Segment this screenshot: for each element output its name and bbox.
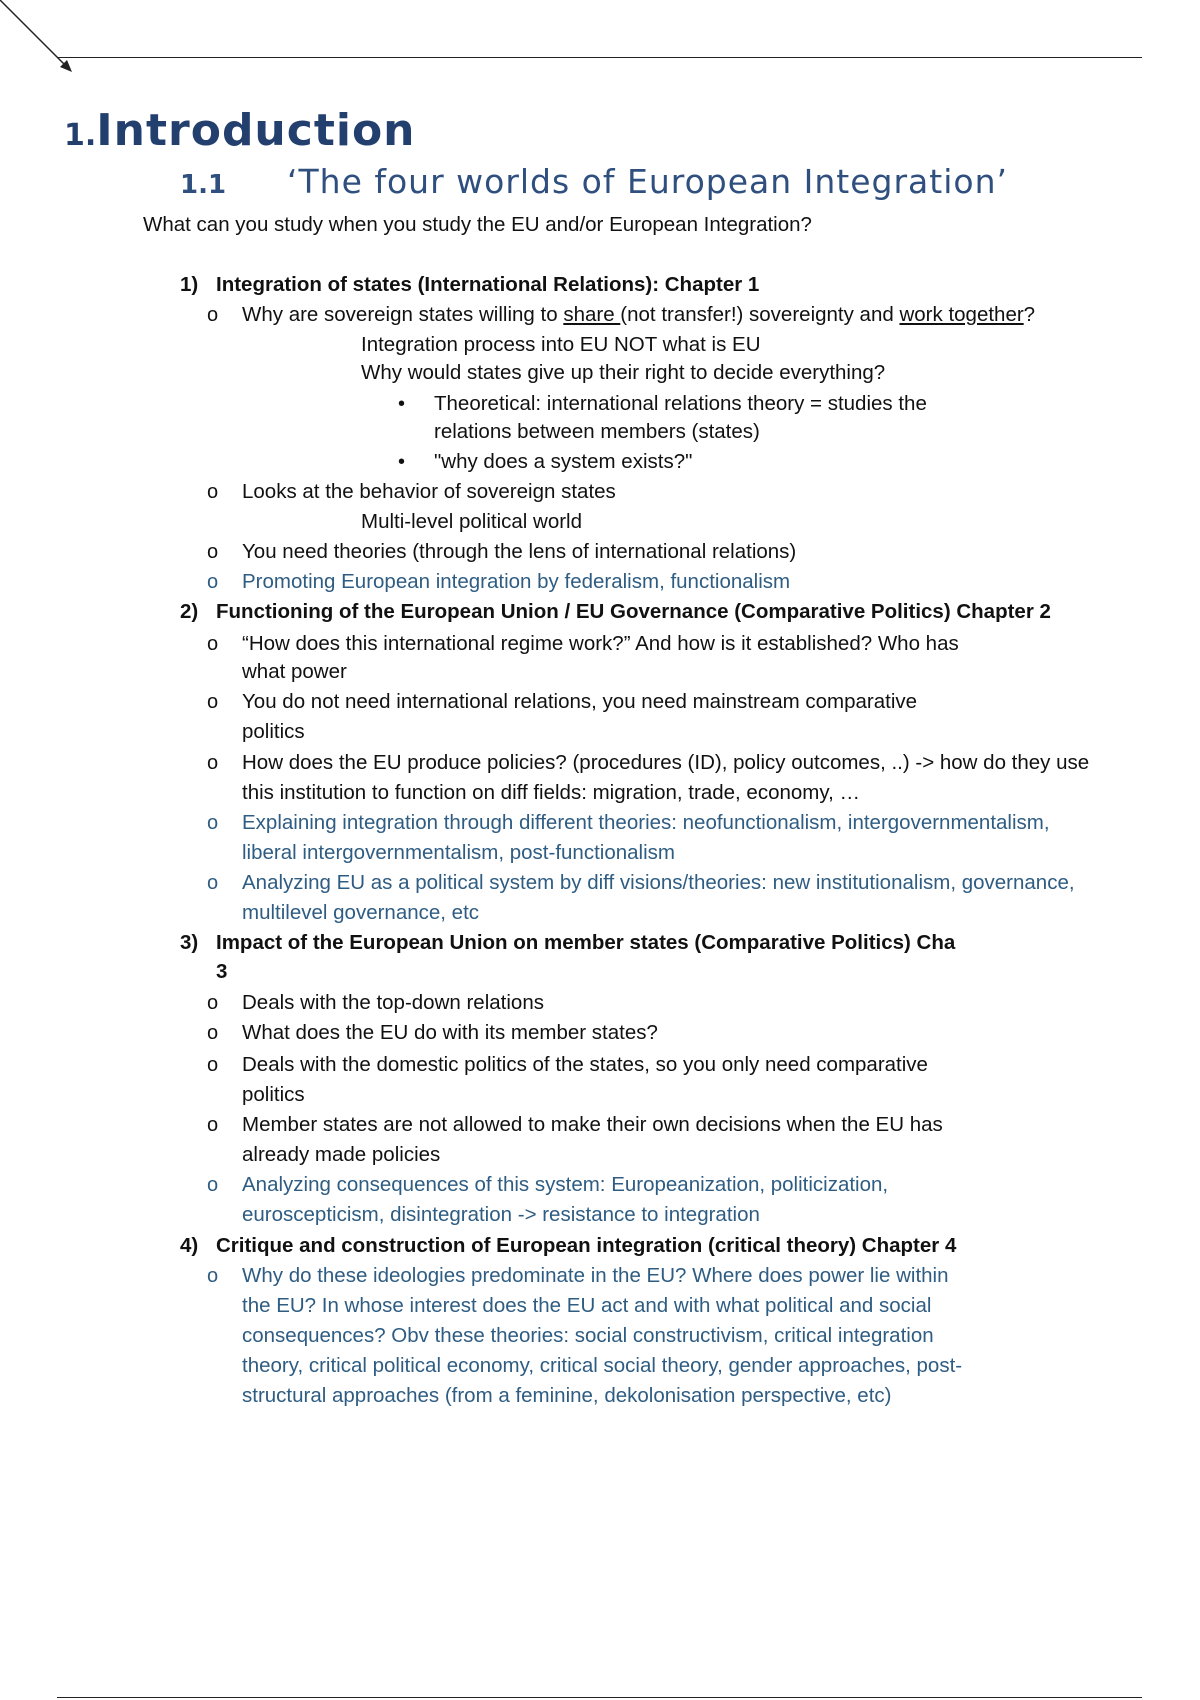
- section-3-item-2: What does the EU do with its member states?: [242, 1021, 658, 1044]
- section-1-item-3: You need theories (through the lens of international relations): [242, 540, 797, 563]
- section-1-dot-2: "why does a system exists?": [434, 450, 693, 473]
- section-1-dot-1-line-1: Theoretical: international relations theory = studies the: [434, 392, 927, 415]
- bullet-marker: o: [207, 1054, 219, 1076]
- heading-1-number: 1.: [64, 118, 97, 153]
- section-4-item-1-line-5: structural approaches (from a feminine, dekolonisation perspective, etc): [242, 1384, 892, 1407]
- section-2-item-2-line-2: politics: [242, 720, 305, 743]
- heading-1-title: Introduction: [96, 105, 416, 156]
- intro-question: What can you study when you study the EU and/or European Integration?: [143, 213, 812, 236]
- section-4-item-1-line-3: consequences? Obv these theories: social constructivism, critical integration: [242, 1324, 934, 1347]
- section-2-number: 2): [180, 600, 199, 623]
- text-run: (not transfer!) sovereignty and: [620, 303, 900, 326]
- section-4-item-1-line-2: the EU? In whose interest does the EU act and with what political and social: [242, 1294, 932, 1317]
- bullet-marker: o: [207, 691, 219, 713]
- section-3-item-1: Deals with the top-down relations: [242, 991, 544, 1014]
- heading-2-number: 1.1: [180, 170, 227, 200]
- section-2-item-4-line-2: liberal intergovernmentalism, post-functionalism: [242, 841, 675, 864]
- bullet-marker: o: [207, 481, 219, 503]
- heading-1: [64, 105, 416, 156]
- section-1-title: Integration of states (International Relations): Chapter 1: [216, 273, 760, 296]
- section-1-item-1: [242, 301, 1035, 329]
- bullet-dot: •: [398, 451, 406, 473]
- bullet-dot: •: [398, 393, 406, 415]
- section-3-item-3-line-1: Deals with the domestic politics of the states, so you only need comparative: [242, 1053, 928, 1076]
- bullet-marker: o: [207, 1114, 219, 1136]
- bullet-marker: o: [207, 541, 219, 563]
- bullet-marker: o: [207, 1265, 219, 1287]
- section-1-subline-1: Integration process into EU NOT what is EU: [361, 333, 761, 356]
- bullet-marker: o: [207, 571, 219, 593]
- section-3-item-5-line-1: Analyzing consequences of this system: Europeanization, politicization,: [242, 1173, 889, 1196]
- bullet-marker: o: [207, 812, 219, 834]
- text-run: ?: [1023, 303, 1036, 326]
- section-3-title: Impact of the European Union on member states (Comparative Politics) Cha: [216, 931, 956, 954]
- section-2-item-4-line-1: Explaining integration through different theories: neofunctionalism, intergovernmentalism,: [242, 811, 1050, 834]
- footer-rule: [57, 1697, 1142, 1698]
- section-1-item-2: Looks at the behavior of sovereign states: [242, 480, 616, 503]
- section-2-item-3-line-2: this institution to function on diff fields: migration, trade, economy, …: [242, 781, 860, 804]
- section-1-item-4: Promoting European integration by federalism, functionalism: [242, 570, 791, 593]
- section-4-item-1-line-1: Why do these ideologies predominate in the EU? Where does power lie within: [242, 1264, 949, 1287]
- section-3-item-3-line-2: politics: [242, 1083, 305, 1106]
- section-1-subline-2: Why would states give up their right to decide everything?: [361, 361, 886, 384]
- bullet-marker: o: [207, 1174, 219, 1196]
- underlined-work-together: work together: [899, 303, 1024, 326]
- section-2-item-2-line-1: You do not need international relations, you need mainstream comparative: [242, 690, 918, 713]
- section-4-number: 4): [180, 1234, 199, 1257]
- corner-arrow-icon: [0, 0, 80, 80]
- section-2-item-5-line-1: Analyzing EU as a political system by diff visions/theories: new institutionalism, governance,: [242, 871, 1075, 894]
- bullet-marker: o: [207, 752, 219, 774]
- bullet-marker: o: [207, 992, 219, 1014]
- bullet-marker: o: [207, 1022, 219, 1044]
- section-2-item-5-line-2: multilevel governance, etc: [242, 901, 480, 924]
- section-2-item-3-line-1: How does the EU produce policies? (procedures (ID), policy outcomes, ..) -> how do they use: [242, 751, 1090, 774]
- section-2-item-1-line-1: “How does this international regime work?” And how is it established? Who has: [242, 632, 959, 655]
- bullet-marker: o: [207, 872, 219, 894]
- section-3-item-4-line-1: Member states are not allowed to make their own decisions when the EU has: [242, 1113, 943, 1136]
- section-2-item-1-line-2: what power: [242, 660, 347, 683]
- section-4-title: Critique and construction of European integration (critical theory) Chapter 4: [216, 1234, 957, 1257]
- header-rule: [57, 57, 1142, 58]
- bullet-marker: o: [207, 633, 219, 655]
- section-3-title-continued: 3: [216, 960, 228, 983]
- underlined-share: share: [563, 303, 621, 326]
- heading-2: [180, 162, 1008, 201]
- section-1-number: 1): [180, 273, 199, 296]
- heading-2-title: ‘The four worlds of European Integration’: [287, 162, 1008, 201]
- section-2-title: Functioning of the European Union / EU Governance (Comparative Politics) Chapter 2: [216, 600, 1051, 623]
- text-run: Why are sovereign states willing to: [242, 303, 564, 326]
- section-3-item-5-line-2: euroscepticism, disintegration -> resistance to integration: [242, 1203, 760, 1226]
- bullet-marker: o: [207, 304, 219, 326]
- section-1-subline-3: Multi-level political world: [361, 510, 583, 533]
- section-3-item-4-line-2: already made policies: [242, 1143, 441, 1166]
- section-1-dot-1-line-2: relations between members (states): [434, 420, 760, 443]
- section-4-item-1-line-4: theory, critical political economy, critical social theory, gender approaches, post-: [242, 1354, 963, 1377]
- section-3-number: 3): [180, 931, 199, 954]
